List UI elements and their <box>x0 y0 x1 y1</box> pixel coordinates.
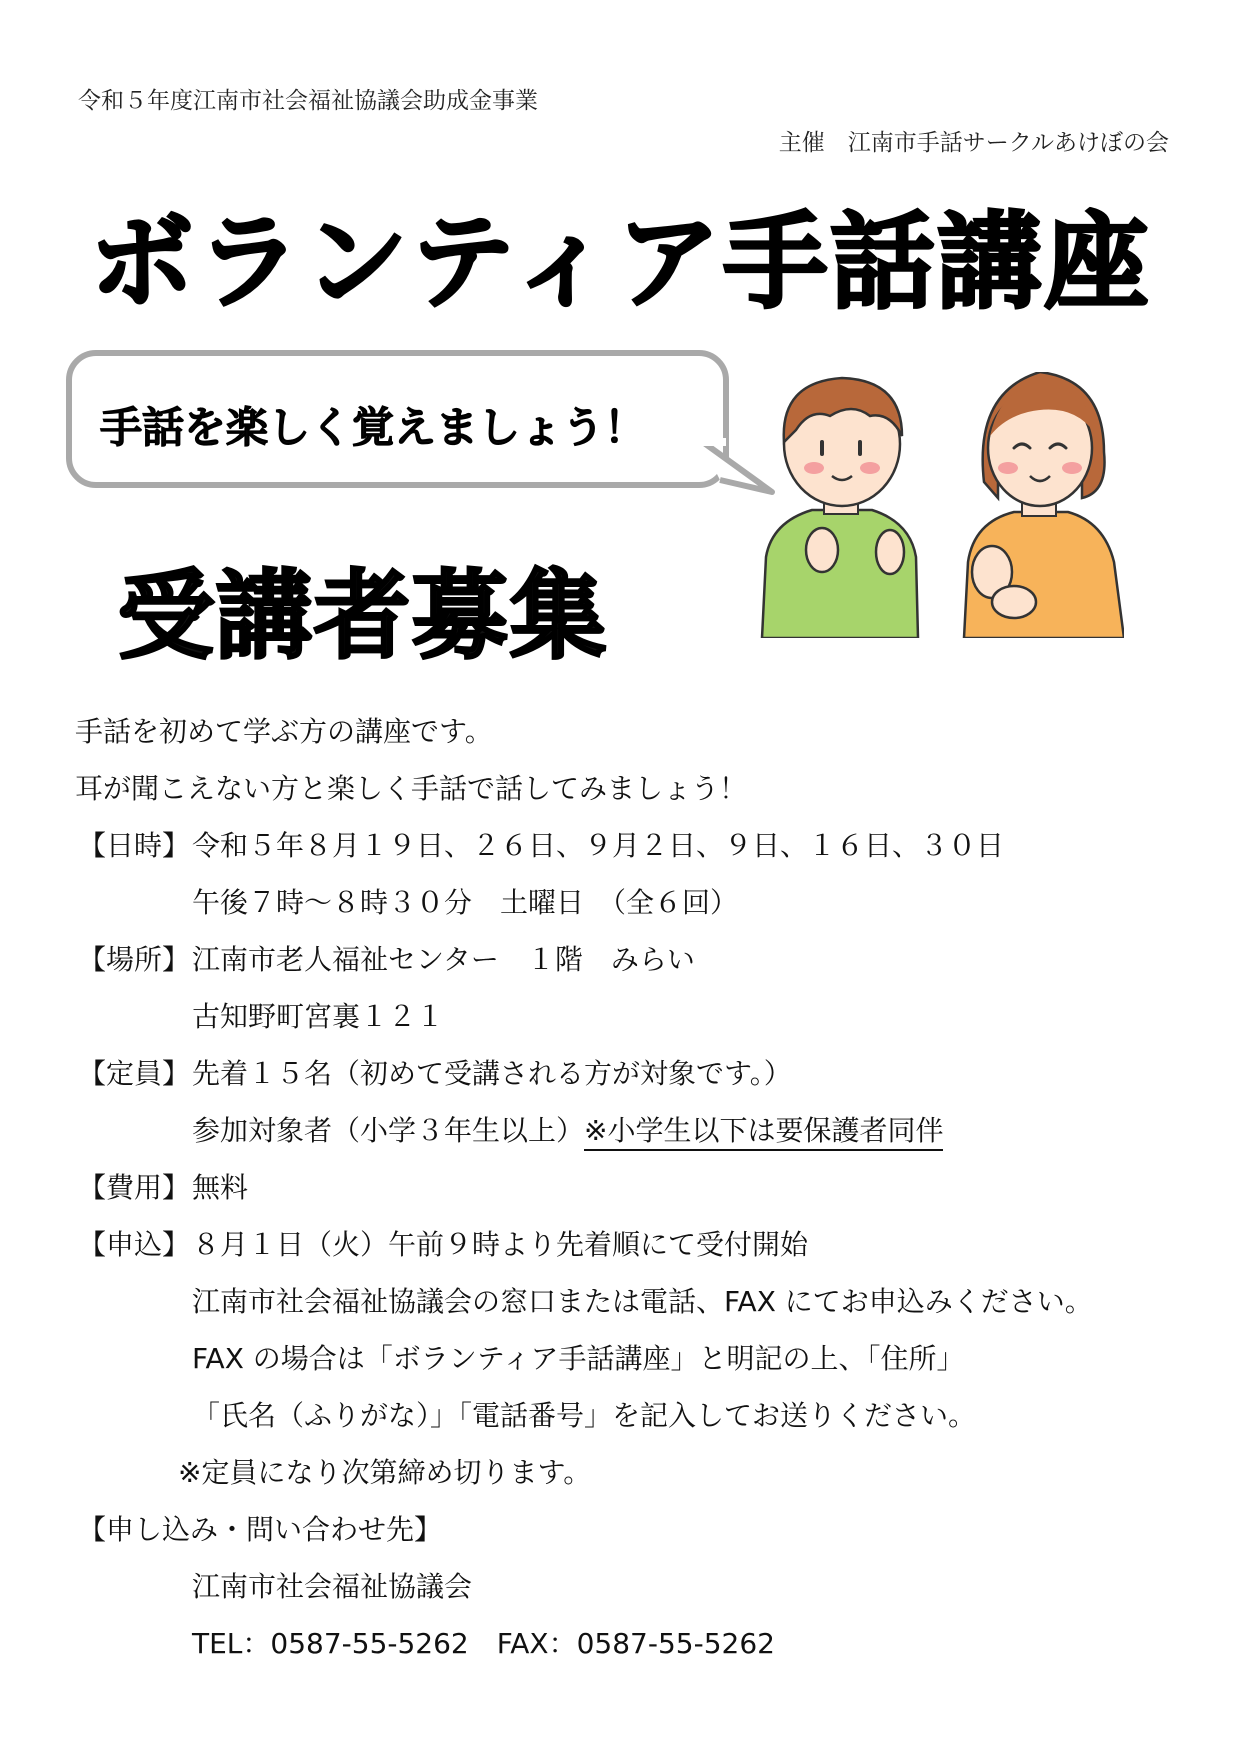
fee-value: 無料 <box>192 1171 249 1204</box>
intro-line-1: 手話を初めて学ぶ方の講座です。 <box>75 715 493 748</box>
place-address: 古知野町宮裏１２１ <box>192 1000 445 1033</box>
boy-figure <box>762 378 918 638</box>
capacity-label: 【定員】 <box>78 1057 191 1090</box>
recruit-heading: 受講者募集 <box>118 560 608 672</box>
fee-label: 【費用】 <box>78 1171 191 1204</box>
girl-figure <box>964 372 1124 638</box>
organizer-note: 主催 江南市手話サークルあけぼの会 <box>778 130 1169 156</box>
subsidy-note: 令和５年度江南市社会福祉協議会助成金事業 <box>78 88 538 114</box>
bubble-text: 手話を楽しく覚えましょう！ <box>100 403 647 452</box>
capacity-target: 参加対象者（小学３年生以上） <box>192 1114 585 1147</box>
schedule-dates: 令和５年８月１９日、２６日、９月２日、９日、１６日、３０日 <box>192 829 1005 862</box>
apply-line-2: 江南市社会福祉協議会の窓口または電話、FAX にてお申込みください。 <box>192 1285 1093 1318</box>
place-label: 【場所】 <box>78 943 191 976</box>
page-title: ボランティア手話講座 <box>89 201 1152 323</box>
schedule-label: 【日時】 <box>78 829 191 862</box>
apply-line-1: ８月１日（火）午前９時より先着順にて受付開始 <box>192 1228 809 1261</box>
schedule-time: 午後７時～８時３０分 土曜日 （全６回） <box>192 886 739 919</box>
intro-line-2: 耳が聞こえない方と楽しく手話で話してみましょう！ <box>75 772 748 805</box>
apply-line-5: ※定員になり次第締め切ります。 <box>178 1456 592 1489</box>
sign-language-people-illustration <box>752 372 1124 638</box>
contact-phones: TEL：0587-55-5262 FAX：0587-55-5262 <box>192 1627 775 1660</box>
apply-line-3: FAX の場合は「ボランティア手話講座」と明記の上、「住所」 <box>192 1342 965 1375</box>
place-name: 江南市老人福祉センター １階 みらい <box>192 943 695 976</box>
apply-label: 【申込】 <box>78 1228 191 1261</box>
contact-org: 江南市社会福祉協議会 <box>192 1570 473 1603</box>
apply-line-4: 「氏名（ふりがな）」「電話番号」を記入してお送りください。 <box>192 1399 977 1432</box>
contact-label: 【申し込み・問い合わせ先】 <box>78 1513 443 1546</box>
capacity-guardian-note: ※小学生以下は要保護者同伴 <box>584 1114 943 1151</box>
capacity-line-1: 先着１５名（初めて受講される方が対象です。） <box>192 1057 792 1090</box>
capacity-line-2 <box>192 1109 943 1149</box>
